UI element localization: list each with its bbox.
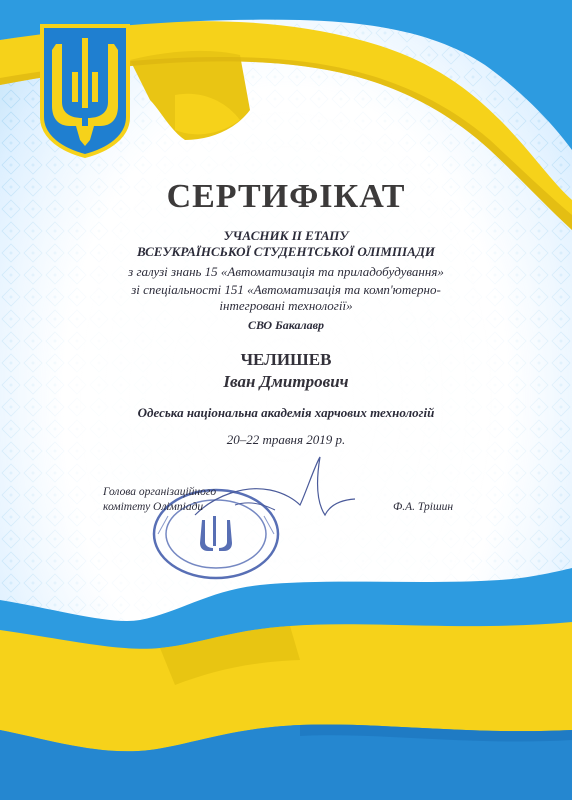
olympiad-line: ВСЕУКРАЇНСЬКОЇ СТУДЕНТСЬКОЇ ОЛІМПІАДИ (137, 244, 435, 259)
bottom-flag-ribbon (0, 560, 572, 800)
degree-line: СВО Бакалавр (247, 318, 325, 332)
field-of-knowledge-line: з галузі знань 15 «Автоматизація та приладобудування» (128, 264, 444, 279)
signatory-role (103, 485, 216, 515)
stage-line: УЧАСНИК ІІ ЕТАПУ (223, 228, 349, 243)
specialty-line: зі спеціальності 151 «Автоматизація та комп'ютерно- (131, 282, 441, 297)
trident-coat-of-arms-icon (38, 22, 132, 160)
recipient-given-names: Іван Дмитрович (223, 372, 349, 391)
signatory-role-line-1: Голова організаційного (103, 486, 217, 498)
specialty-line-continued: інтегровані технології» (219, 298, 353, 313)
recipient-surname: ЧЕЛИШЕВ (240, 350, 332, 369)
organization-name: Одеська національна академія харчових технологій (137, 405, 435, 420)
signatory-name: Ф.А. Трішин (393, 501, 454, 513)
event-date: 20–22 травня 2019 р. (226, 432, 346, 447)
certificate-title: СЕРТИФІКАТ (166, 178, 406, 215)
signatory-role-line-2: комітету Олімпіади (103, 501, 204, 513)
